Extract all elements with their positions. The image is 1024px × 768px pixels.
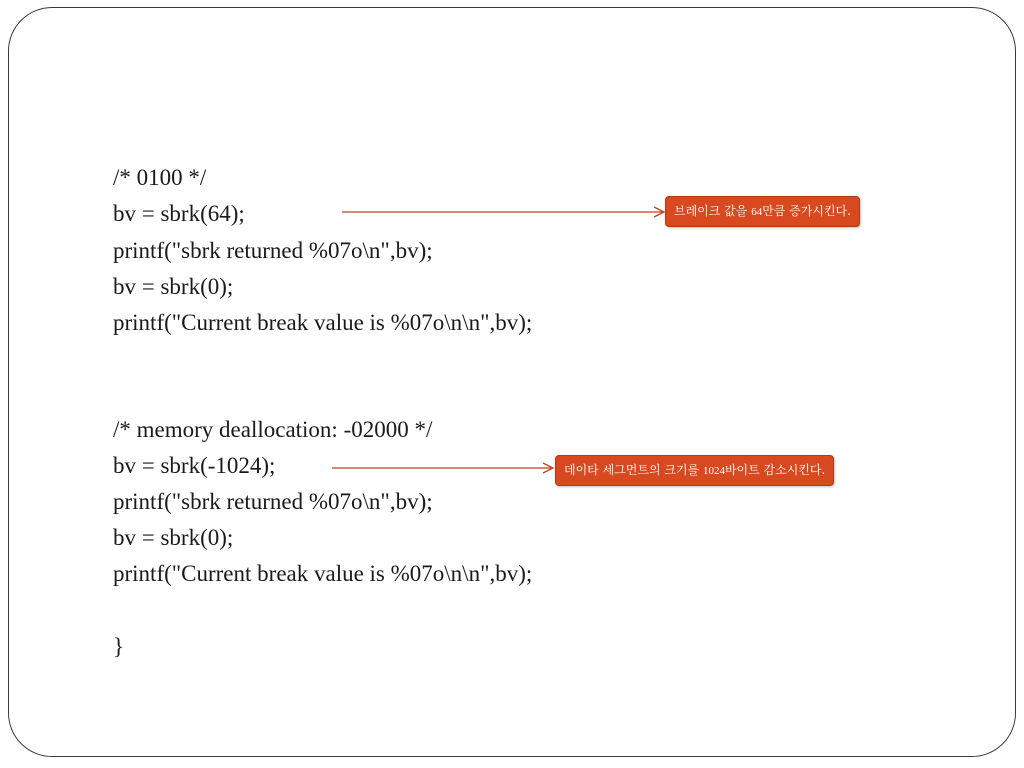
- callout-increase-number: 64: [751, 206, 763, 218]
- code-line-sbrk-0-2: bv = sbrk(0);: [113, 525, 234, 550]
- code-comment-0100: /* 0100 */: [113, 165, 207, 190]
- callout-decrease-text-before: 데이타 세그먼트의 크기를: [564, 463, 703, 477]
- code-line-printf-break-2: printf("Current break value is %07o\n\n",bv);: [113, 561, 533, 586]
- callout-decrease-number: 1024: [702, 465, 725, 477]
- callout-decrease-text-after: 바이트 감소시킨다.: [724, 463, 826, 477]
- code-line-sbrk-64: bv = sbrk(64);: [113, 201, 245, 226]
- code-line-sbrk-neg-1024: bv = sbrk(-1024);: [113, 453, 276, 478]
- callout-increase-break: [665, 196, 860, 227]
- callout-increase-text-before: 브레이크 값을: [674, 204, 752, 218]
- callout-increase-text-after: 만큼 증가시킨다.: [762, 204, 851, 218]
- code-closing-brace: }: [113, 634, 125, 659]
- code-line-printf-returned: printf("sbrk returned %07o\n",bv);: [113, 238, 433, 263]
- code-line-sbrk-0: bv = sbrk(0);: [113, 274, 234, 299]
- code-line-printf-returned-2: printf("sbrk returned %07o\n",bv);: [113, 489, 433, 514]
- arrow-increase: [342, 207, 664, 217]
- code-comment-deallocation: /* memory deallocation: -02000 */: [113, 417, 433, 442]
- callout-decrease-segment: [555, 455, 834, 486]
- code-line-printf-break: printf("Current break value is %07o\n\n",bv);: [113, 310, 533, 335]
- arrow-decrease: [332, 463, 553, 473]
